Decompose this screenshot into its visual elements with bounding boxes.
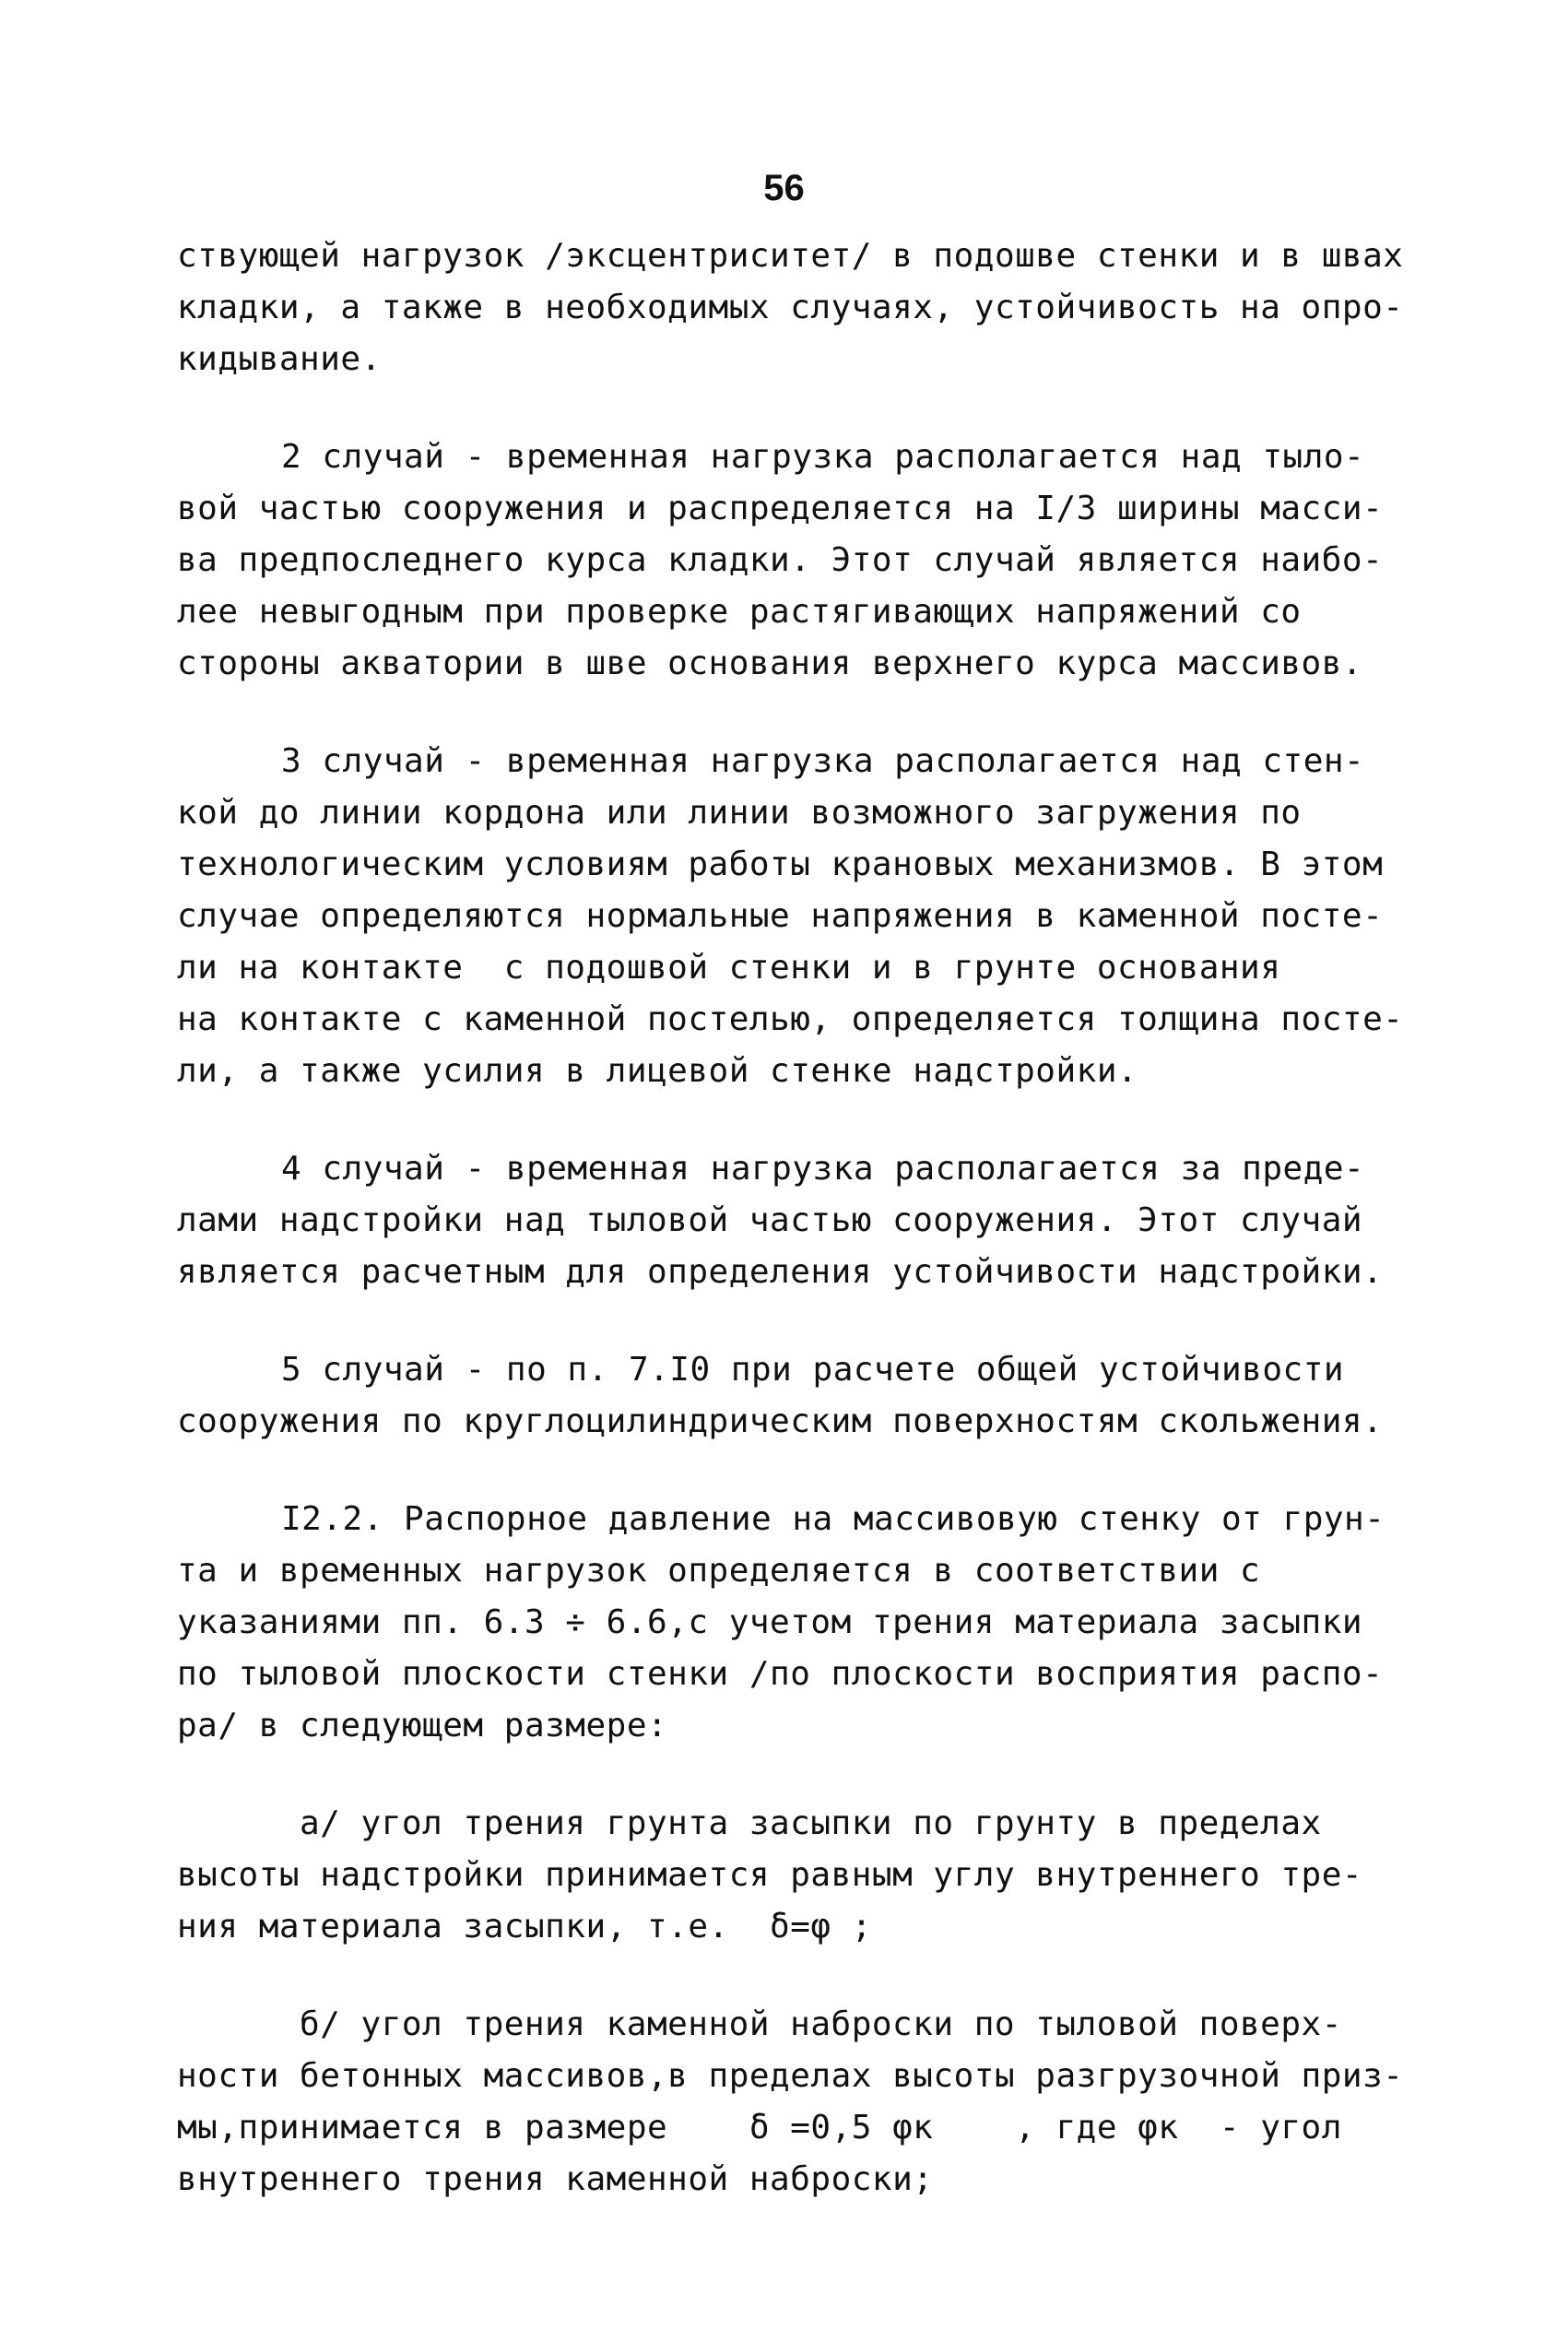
text-line: а/ угол трения грунта засыпки по грунту в пределах [300, 1804, 1322, 1842]
text-line: 2 случай - временная нагрузка располагается над тыло- [281, 438, 1365, 476]
text-line: ния материала засыпки, т.е. δ=φ ; [177, 1908, 872, 1946]
text-line: лее невыгодным при проверке растягивающих напряжений со [177, 593, 1302, 631]
text-line: является расчетным для определения устойчивости надстройки. [177, 1253, 1384, 1291]
text-line: ли, а также усилия в лицевой стенке надстройки. [177, 1052, 1138, 1090]
text-line: технологическим условиям работы крановых механизмов. В этом [177, 846, 1384, 883]
text-line: ствующей нагрузок /эксцентриситет/ в подошве стенки и в швах [177, 237, 1404, 275]
text-line: 5 случай - по п. 7.I0 при расчете общей устойчивости [281, 1351, 1345, 1389]
text-line: высоты надстройки принимается равным углу внутреннего тре- [177, 1856, 1363, 1894]
text-line: ра/ в следующем размере: [177, 1707, 668, 1745]
text-line: стороны акватории в шве основания верхнего курса массивов. [177, 645, 1363, 682]
text-line: кладки, а также в необходимых случаях, устойчивость на опро- [177, 289, 1404, 326]
text-line: ности бетонных массивов,в пределах высоты разгрузочной приз- [177, 2057, 1404, 2095]
text-line: на контакте с каменной постелью, определяется толщина посте- [177, 1000, 1404, 1038]
text-line: указаниями пп. 6.3 ÷ 6.6,с учетом трения материала засыпки [177, 1603, 1363, 1641]
text-line: вой частью сооружения и распределяется на I/3 ширины масси- [177, 490, 1384, 527]
page-number: 56 [763, 168, 805, 208]
text-line: та и временных нагрузок определяется в соответствии с [177, 1552, 1261, 1590]
text-line: по тыловой плоскости стенки /по плоскости восприятия распо- [177, 1655, 1384, 1693]
text-line: кой до линии кордона или линии возможного загружения по [177, 794, 1302, 832]
text-line: I2.2. Распорное давление на массивовую стенку от грун- [281, 1500, 1385, 1538]
text-line: лами надстройки над тыловой частью сооружения. Этот случай [177, 1201, 1363, 1239]
text-line: ва предпоследнего курса кладки. Этот случай является наибо- [177, 541, 1384, 579]
text-line: 3 случай - временная нагрузка располагается над стен- [281, 742, 1365, 780]
text-line: кидывание. [177, 340, 382, 378]
text-line: ли на контакте с подошвой стенки и в грунте основания [177, 949, 1281, 987]
text-line: 4 случай - временная нагрузка располагается за преде- [281, 1150, 1365, 1188]
text-line: б/ угол трения каменной наброски по тыловой поверх- [300, 2005, 1342, 2043]
text-line: случае определяются нормальные напряжения в каменной посте- [177, 897, 1384, 935]
text-line: мы,принимается в размере δ =0,5 φк , где φк - угол [177, 2109, 1342, 2147]
text-line: внутреннего трения каменной наброски; [177, 2160, 934, 2198]
text-line: сооружения по круглоцилиндрическим поверхностям скольжения. [177, 1402, 1384, 1440]
